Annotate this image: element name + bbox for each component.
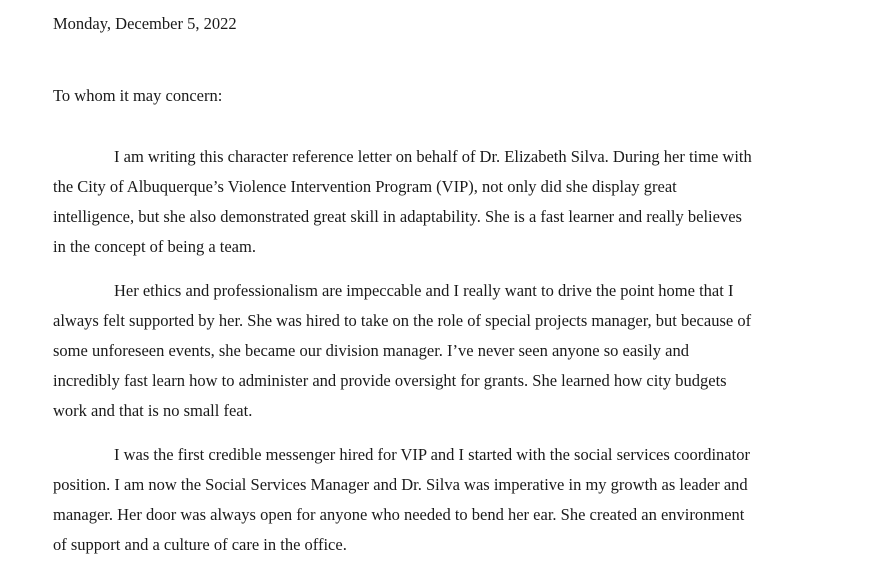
paragraph-line: Her ethics and professionalism are impeccable and I really want to drive the point home that I (114, 281, 734, 300)
paragraph-line: always felt supported by her. She was hired to take on the role of special projects manager, but because of (53, 311, 752, 330)
paragraph-line: the City of Albuquerque’s Violence Intervention Program (VIP), not only did she display great (53, 177, 677, 196)
paragraph-line: intelligence, but she also demonstrated great skill in adaptability. She is a fast learner and really believes (53, 207, 742, 226)
paragraph-line: I am writing this character reference letter on behalf of Dr. Elizabeth Silva. During her time with (114, 147, 752, 166)
paragraph-1 (53, 142, 853, 262)
paragraph-line: position. I am now the Social Services Manager and Dr. Silva was imperative in my growth as leader and (53, 475, 748, 494)
paragraph-line: of support and a culture of care in the office. (53, 535, 347, 554)
paragraph-line: manager. Her door was always open for anyone who needed to bend her ear. She created an environment (53, 505, 745, 524)
letter-salutation: To whom it may concern: (53, 86, 223, 105)
letter-body (53, 13, 853, 560)
paragraph-line: some unforeseen events, she became our division manager. I’ve never seen anyone so easily and (53, 341, 689, 360)
paragraph-2 (53, 276, 853, 426)
paragraph-3 (53, 440, 853, 560)
paragraph-line: work and that is no small feat. (53, 401, 253, 420)
paragraph-line: I was the first credible messenger hired for VIP and I started with the social services coordinator (114, 445, 750, 464)
paragraph-line: in the concept of being a team. (53, 237, 256, 256)
letter-date: Monday, December 5, 2022 (53, 14, 237, 33)
paragraph-line: incredibly fast learn how to administer and provide oversight for grants. She learned how city budgets (53, 371, 727, 390)
